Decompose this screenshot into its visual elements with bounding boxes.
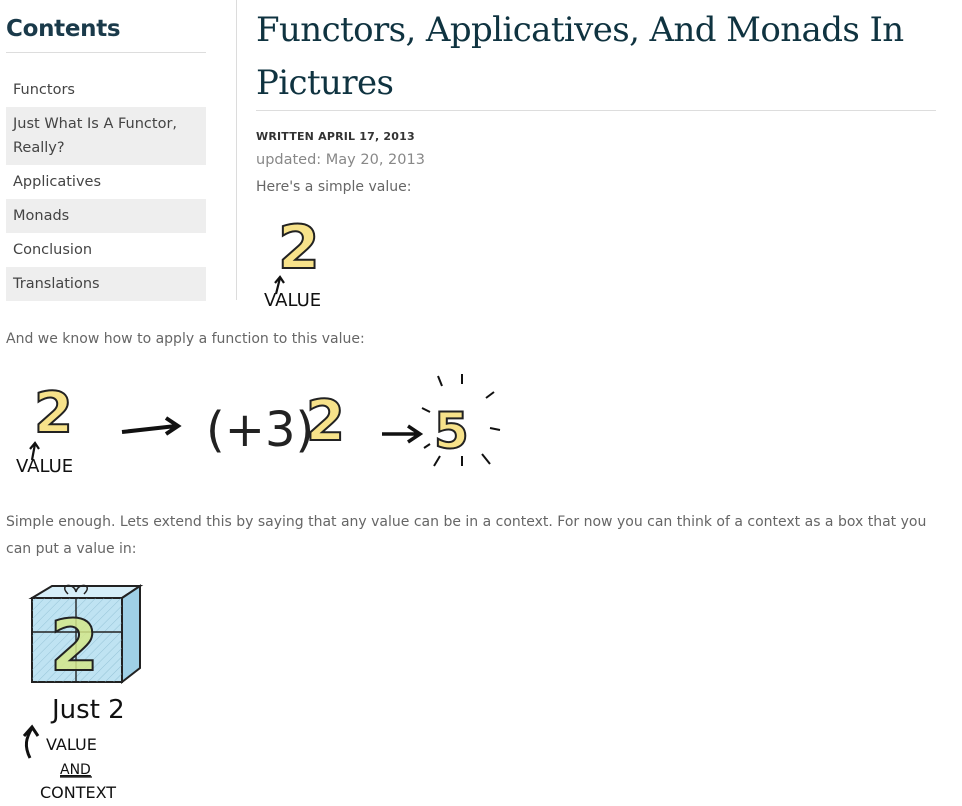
arrow-right-icon: [382, 426, 420, 442]
toc-item-what-is-functor[interactable]: Just What Is A Functor, Really?: [6, 107, 206, 165]
result-digit-five-glyph: 5: [434, 402, 469, 460]
context-label-context: CONTEXT: [40, 783, 117, 802]
arrow-right-icon: [122, 418, 178, 434]
title-divider: [256, 110, 936, 111]
context-label-and: AND: [60, 762, 91, 778]
function-application-illustration: [10, 368, 510, 480]
updated-date: updated: May 20, 2013: [256, 152, 425, 168]
input-digit-two-glyph: 2: [34, 381, 73, 446]
toc-item-applicatives[interactable]: Applicatives: [13, 174, 102, 190]
arrow-up-icon: [24, 727, 38, 758]
value-illustration: [262, 208, 362, 312]
context-label-value: VALUE: [46, 735, 97, 754]
context-text: Simple enough. Lets extend this by saying that any value can be in a context. For now you can think of a context as a box that you can put a value in:: [6, 514, 927, 557]
toc-item-translations[interactable]: Translations: [6, 267, 206, 301]
toc-title: Contents: [6, 16, 121, 42]
toc-divider: [6, 52, 206, 53]
toc-item-monads[interactable]: Monads: [6, 199, 206, 233]
value-label: VALUE: [264, 290, 322, 311]
article-title: Functors, Applicatives, And Monads In Pictures: [256, 10, 904, 103]
digit-two-glyph: 2: [278, 213, 320, 283]
boxed-digit-two-glyph: 2: [50, 605, 99, 687]
toc-item-functors[interactable]: Functors: [13, 82, 75, 98]
context-box-illustration: [18, 582, 158, 804]
toc-item-conclusion[interactable]: Conclusion: [13, 242, 93, 258]
intro-text: Here's a simple value:: [256, 179, 412, 195]
toc-list: [6, 73, 206, 301]
input-value-label: VALUE: [16, 456, 74, 477]
written-date: WRITTEN APRIL 17, 2013: [256, 130, 415, 143]
apply-function-text: And we know how to apply a function to this value:: [6, 331, 365, 347]
argument-digit-two-glyph: 2: [306, 389, 345, 454]
box-caption: Just 2: [52, 695, 125, 725]
function-label: (+3): [206, 402, 315, 458]
table-of-contents: [0, 0, 237, 300]
